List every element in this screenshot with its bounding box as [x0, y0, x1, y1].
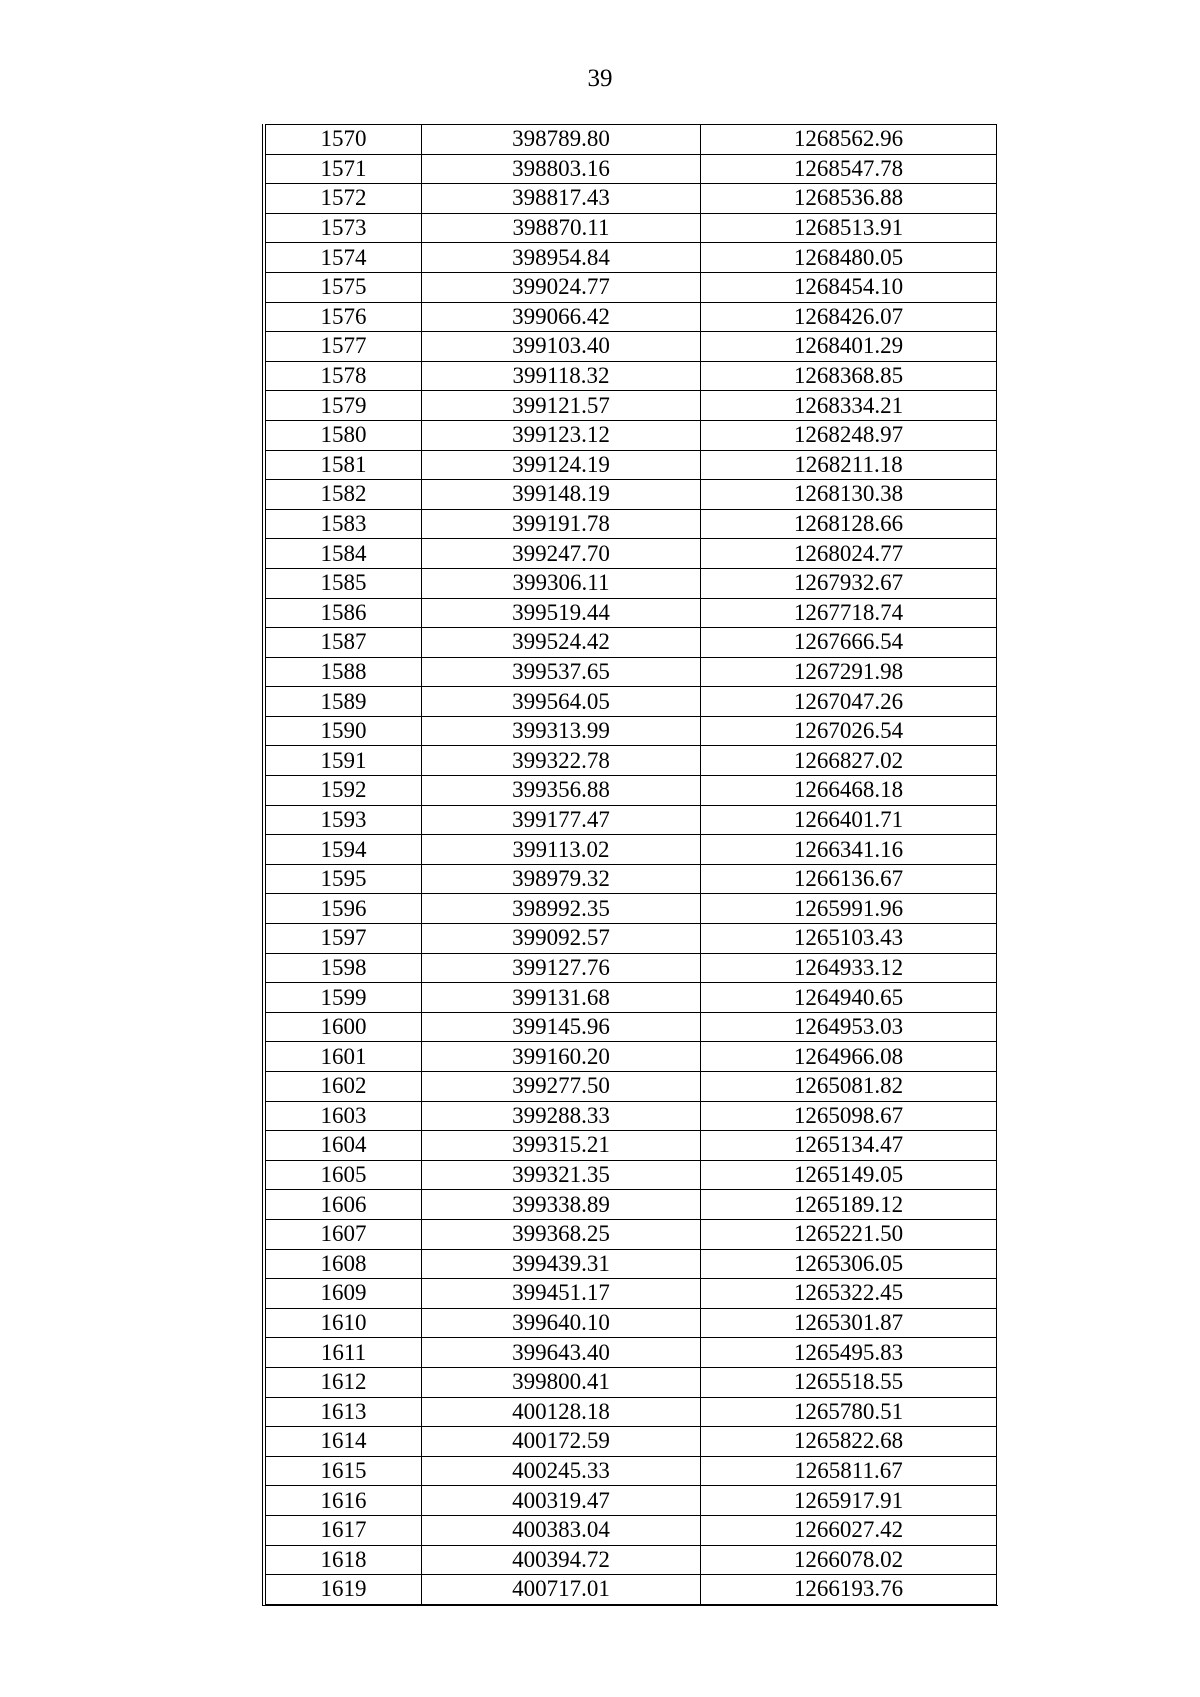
table-row	[266, 420, 997, 450]
point-number-cell: 1601	[266, 1042, 422, 1072]
y-coordinate-cell: 1268248.97	[701, 420, 997, 450]
point-number-cell: 1580	[266, 420, 422, 450]
point-number-cell: 1575	[266, 272, 422, 302]
point-number-cell: 1603	[266, 1101, 422, 1131]
point-number-cell: 1609	[266, 1279, 422, 1309]
coordinates-table-body	[266, 125, 997, 1605]
table-row	[266, 1367, 997, 1397]
x-coordinate-cell: 399524.42	[422, 628, 701, 658]
y-coordinate-cell: 1264953.03	[701, 1012, 997, 1042]
point-number-cell: 1595	[266, 864, 422, 894]
table-row	[266, 1456, 997, 1486]
x-coordinate-cell: 399024.77	[422, 272, 701, 302]
table-row	[266, 805, 997, 835]
point-number-cell: 1597	[266, 924, 422, 954]
x-coordinate-cell: 400717.01	[422, 1575, 701, 1605]
y-coordinate-cell: 1267047.26	[701, 687, 997, 717]
table-row	[266, 450, 997, 480]
y-coordinate-cell: 1265811.67	[701, 1456, 997, 1486]
y-coordinate-cell: 1265221.50	[701, 1219, 997, 1249]
point-number-cell: 1611	[266, 1338, 422, 1368]
x-coordinate-cell: 398992.35	[422, 894, 701, 924]
x-coordinate-cell: 399191.78	[422, 509, 701, 539]
table-row	[266, 539, 997, 569]
point-number-cell: 1594	[266, 835, 422, 865]
y-coordinate-cell: 1264933.12	[701, 953, 997, 983]
point-number-cell: 1584	[266, 539, 422, 569]
y-coordinate-cell: 1268513.91	[701, 213, 997, 243]
x-coordinate-cell: 399277.50	[422, 1072, 701, 1102]
table-row	[266, 835, 997, 865]
table-row	[266, 154, 997, 184]
y-coordinate-cell: 1264966.08	[701, 1042, 997, 1072]
x-coordinate-cell: 399356.88	[422, 776, 701, 806]
coordinates-table-frame	[262, 124, 998, 1606]
point-number-cell: 1579	[266, 391, 422, 421]
point-number-cell: 1608	[266, 1249, 422, 1279]
x-coordinate-cell: 400383.04	[422, 1515, 701, 1545]
table-row	[266, 864, 997, 894]
x-coordinate-cell: 399131.68	[422, 983, 701, 1013]
x-coordinate-cell: 399451.17	[422, 1279, 701, 1309]
table-row	[266, 1545, 997, 1575]
table-row	[266, 1131, 997, 1161]
y-coordinate-cell: 1268024.77	[701, 539, 997, 569]
point-number-cell: 1599	[266, 983, 422, 1013]
table-row	[266, 1072, 997, 1102]
x-coordinate-cell: 398979.32	[422, 864, 701, 894]
x-coordinate-cell: 399321.35	[422, 1160, 701, 1190]
y-coordinate-cell: 1265098.67	[701, 1101, 997, 1131]
table-row	[266, 657, 997, 687]
point-number-cell: 1592	[266, 776, 422, 806]
y-coordinate-cell: 1264940.65	[701, 983, 997, 1013]
y-coordinate-cell: 1266827.02	[701, 746, 997, 776]
x-coordinate-cell: 399177.47	[422, 805, 701, 835]
x-coordinate-cell: 399160.20	[422, 1042, 701, 1072]
point-number-cell: 1571	[266, 154, 422, 184]
y-coordinate-cell: 1266027.42	[701, 1515, 997, 1545]
table-row	[266, 628, 997, 658]
point-number-cell: 1607	[266, 1219, 422, 1249]
y-coordinate-cell: 1266078.02	[701, 1545, 997, 1575]
point-number-cell: 1615	[266, 1456, 422, 1486]
x-coordinate-cell: 399148.19	[422, 480, 701, 510]
y-coordinate-cell: 1268368.85	[701, 361, 997, 391]
table-row	[266, 1515, 997, 1545]
table-row	[266, 1486, 997, 1516]
y-coordinate-cell: 1265149.05	[701, 1160, 997, 1190]
x-coordinate-cell: 399127.76	[422, 953, 701, 983]
table-row	[266, 361, 997, 391]
x-coordinate-cell: 400172.59	[422, 1427, 701, 1457]
table-row	[266, 776, 997, 806]
table-row	[266, 1308, 997, 1338]
point-number-cell: 1589	[266, 687, 422, 717]
y-coordinate-cell: 1265518.55	[701, 1367, 997, 1397]
point-number-cell: 1593	[266, 805, 422, 835]
point-number-cell: 1610	[266, 1308, 422, 1338]
point-number-cell: 1600	[266, 1012, 422, 1042]
x-coordinate-cell: 399315.21	[422, 1131, 701, 1161]
table-row	[266, 894, 997, 924]
table-row	[266, 1279, 997, 1309]
table-row	[266, 953, 997, 983]
table-row	[266, 1042, 997, 1072]
x-coordinate-cell: 398870.11	[422, 213, 701, 243]
x-coordinate-cell: 399643.40	[422, 1338, 701, 1368]
x-coordinate-cell: 399145.96	[422, 1012, 701, 1042]
point-number-cell: 1617	[266, 1515, 422, 1545]
x-coordinate-cell: 399066.42	[422, 302, 701, 332]
y-coordinate-cell: 1267932.67	[701, 568, 997, 598]
table-row	[266, 568, 997, 598]
point-number-cell: 1576	[266, 302, 422, 332]
table-row	[266, 716, 997, 746]
x-coordinate-cell: 399124.19	[422, 450, 701, 480]
x-coordinate-cell: 399118.32	[422, 361, 701, 391]
x-coordinate-cell: 399537.65	[422, 657, 701, 687]
point-number-cell: 1613	[266, 1397, 422, 1427]
y-coordinate-cell: 1265780.51	[701, 1397, 997, 1427]
x-coordinate-cell: 400319.47	[422, 1486, 701, 1516]
x-coordinate-cell: 399247.70	[422, 539, 701, 569]
x-coordinate-cell: 400394.72	[422, 1545, 701, 1575]
point-number-cell: 1591	[266, 746, 422, 776]
y-coordinate-cell: 1266136.67	[701, 864, 997, 894]
y-coordinate-cell: 1265991.96	[701, 894, 997, 924]
table-row	[266, 213, 997, 243]
point-number-cell: 1604	[266, 1131, 422, 1161]
x-coordinate-cell: 399313.99	[422, 716, 701, 746]
table-row	[266, 1249, 997, 1279]
table-row	[266, 1190, 997, 1220]
table-row	[266, 1427, 997, 1457]
y-coordinate-cell: 1265134.47	[701, 1131, 997, 1161]
point-number-cell: 1573	[266, 213, 422, 243]
x-coordinate-cell: 399564.05	[422, 687, 701, 717]
point-number-cell: 1583	[266, 509, 422, 539]
x-coordinate-cell: 399288.33	[422, 1101, 701, 1131]
y-coordinate-cell: 1268334.21	[701, 391, 997, 421]
x-coordinate-cell: 399640.10	[422, 1308, 701, 1338]
y-coordinate-cell: 1268128.66	[701, 509, 997, 539]
x-coordinate-cell: 399338.89	[422, 1190, 701, 1220]
table-row	[266, 924, 997, 954]
x-coordinate-cell: 400128.18	[422, 1397, 701, 1427]
y-coordinate-cell: 1268211.18	[701, 450, 997, 480]
table-row	[266, 184, 997, 214]
point-number-cell: 1619	[266, 1575, 422, 1605]
x-coordinate-cell: 398803.16	[422, 154, 701, 184]
table-row	[266, 480, 997, 510]
y-coordinate-cell: 1265322.45	[701, 1279, 997, 1309]
y-coordinate-cell: 1268454.10	[701, 272, 997, 302]
table-row	[266, 332, 997, 362]
table-row	[266, 1160, 997, 1190]
point-number-cell: 1587	[266, 628, 422, 658]
x-coordinate-cell: 399322.78	[422, 746, 701, 776]
y-coordinate-cell: 1265301.87	[701, 1308, 997, 1338]
x-coordinate-cell: 399800.41	[422, 1367, 701, 1397]
x-coordinate-cell: 399439.31	[422, 1249, 701, 1279]
point-number-cell: 1606	[266, 1190, 422, 1220]
point-number-cell: 1588	[266, 657, 422, 687]
y-coordinate-cell: 1268547.78	[701, 154, 997, 184]
y-coordinate-cell: 1265306.05	[701, 1249, 997, 1279]
y-coordinate-cell: 1266341.16	[701, 835, 997, 865]
y-coordinate-cell: 1265189.12	[701, 1190, 997, 1220]
table-row	[266, 302, 997, 332]
y-coordinate-cell: 1268480.05	[701, 243, 997, 273]
point-number-cell: 1618	[266, 1545, 422, 1575]
point-number-cell: 1612	[266, 1367, 422, 1397]
point-number-cell: 1586	[266, 598, 422, 628]
table-row	[266, 1012, 997, 1042]
table-row	[266, 1101, 997, 1131]
table-row	[266, 243, 997, 273]
y-coordinate-cell: 1265822.68	[701, 1427, 997, 1457]
point-number-cell: 1570	[266, 125, 422, 155]
table-row	[266, 687, 997, 717]
y-coordinate-cell: 1267291.98	[701, 657, 997, 687]
x-coordinate-cell: 399121.57	[422, 391, 701, 421]
y-coordinate-cell: 1268536.88	[701, 184, 997, 214]
table-row	[266, 1575, 997, 1605]
table-row	[266, 598, 997, 628]
point-number-cell: 1598	[266, 953, 422, 983]
point-number-cell: 1596	[266, 894, 422, 924]
point-number-cell: 1581	[266, 450, 422, 480]
point-number-cell: 1602	[266, 1072, 422, 1102]
y-coordinate-cell: 1266468.18	[701, 776, 997, 806]
point-number-cell: 1582	[266, 480, 422, 510]
point-number-cell: 1577	[266, 332, 422, 362]
point-number-cell: 1585	[266, 568, 422, 598]
x-coordinate-cell: 398817.43	[422, 184, 701, 214]
coordinates-table	[265, 124, 997, 1605]
y-coordinate-cell: 1267666.54	[701, 628, 997, 658]
y-coordinate-cell: 1265917.91	[701, 1486, 997, 1516]
table-row	[266, 272, 997, 302]
point-number-cell: 1614	[266, 1427, 422, 1457]
table-row	[266, 391, 997, 421]
x-coordinate-cell: 399123.12	[422, 420, 701, 450]
page-number: 39	[587, 65, 613, 92]
table-row	[266, 1397, 997, 1427]
point-number-cell: 1605	[266, 1160, 422, 1190]
y-coordinate-cell: 1266401.71	[701, 805, 997, 835]
table-row	[266, 509, 997, 539]
x-coordinate-cell: 399113.02	[422, 835, 701, 865]
point-number-cell: 1578	[266, 361, 422, 391]
point-number-cell: 1590	[266, 716, 422, 746]
y-coordinate-cell: 1267026.54	[701, 716, 997, 746]
table-row	[266, 125, 997, 155]
y-coordinate-cell: 1268426.07	[701, 302, 997, 332]
x-coordinate-cell: 399306.11	[422, 568, 701, 598]
y-coordinate-cell: 1265103.43	[701, 924, 997, 954]
table-row	[266, 1219, 997, 1249]
point-number-cell: 1572	[266, 184, 422, 214]
x-coordinate-cell: 399519.44	[422, 598, 701, 628]
x-coordinate-cell: 398789.80	[422, 125, 701, 155]
x-coordinate-cell: 399092.57	[422, 924, 701, 954]
x-coordinate-cell: 399368.25	[422, 1219, 701, 1249]
y-coordinate-cell: 1268401.29	[701, 332, 997, 362]
x-coordinate-cell: 399103.40	[422, 332, 701, 362]
y-coordinate-cell: 1265495.83	[701, 1338, 997, 1368]
point-number-cell: 1616	[266, 1486, 422, 1516]
point-number-cell: 1574	[266, 243, 422, 273]
y-coordinate-cell: 1267718.74	[701, 598, 997, 628]
table-row	[266, 983, 997, 1013]
y-coordinate-cell: 1268130.38	[701, 480, 997, 510]
table-row	[266, 746, 997, 776]
x-coordinate-cell: 400245.33	[422, 1456, 701, 1486]
x-coordinate-cell: 398954.84	[422, 243, 701, 273]
y-coordinate-cell: 1266193.76	[701, 1575, 997, 1605]
table-row	[266, 1338, 997, 1368]
y-coordinate-cell: 1265081.82	[701, 1072, 997, 1102]
y-coordinate-cell: 1268562.96	[701, 125, 997, 155]
